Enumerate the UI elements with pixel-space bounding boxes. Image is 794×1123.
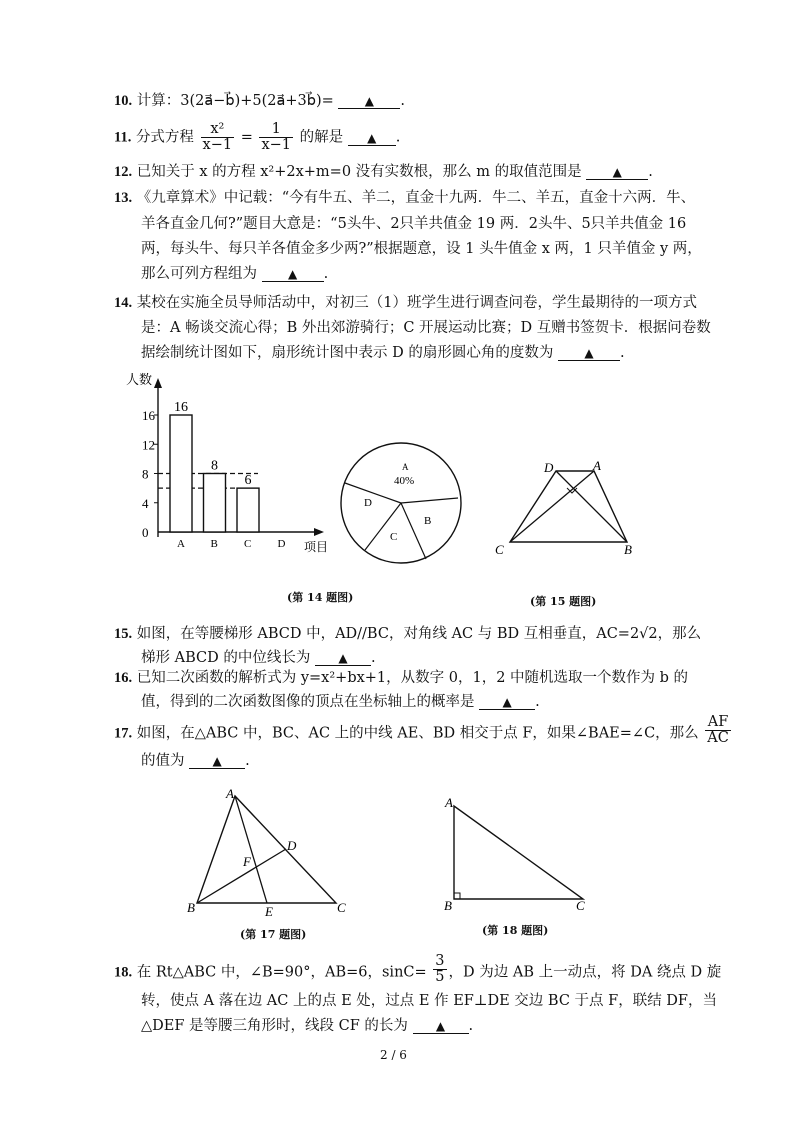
label-b: B — [444, 898, 452, 913]
answer-blank: ▲ — [558, 346, 620, 361]
question-17 — [114, 714, 733, 746]
question-11: 11. 分式方程 $\frac{\text{x²}}{x-1}$ = $\frac{1}{x-1}$ 的解是 ▲ . — [114, 121, 401, 153]
pie-divider-a-right — [401, 498, 458, 503]
question-line: 某校在实施全员导师活动中，对初三（1）班学生进行调查问卷，学生最期待的一项方式 — [136, 295, 697, 311]
y-tick-label: 8 — [142, 466, 149, 482]
x-axis-label: 项目 — [304, 540, 329, 554]
caption-15: (第 15 题图) — [530, 595, 597, 608]
x-axis-arrow — [314, 528, 324, 536]
label-a: A — [593, 458, 601, 473]
figure-17 — [183, 785, 353, 920]
question-14-line-3: 据绘制统计图如下，扇形统计图中表示 D 的扇形圆心角的度数为 ▲ . — [141, 345, 625, 361]
label-c: C — [576, 898, 585, 913]
question-number: 15. — [114, 626, 133, 642]
label-e: E — [265, 904, 273, 919]
pie-slice-b-label: B — [424, 515, 432, 527]
question-15-line-2: 梯形 ABCD 的中位线长为 ▲ . — [141, 650, 376, 666]
y-tick-label: 0 — [142, 525, 149, 540]
fraction: $\frac{AF}{AC}$ — [707, 714, 729, 746]
question-number: 17. — [114, 725, 133, 742]
question-line: 如图，在等腰梯形 ABCD 中，AD//BC，对角线 AC 与 BD 互相垂直，AC=2√2，那么 — [136, 626, 702, 642]
question-12: 12. 已知关于 x 的方程 x²+2x+m=0 没有实数根，那么 m 的取值范围是 ▲ . — [114, 164, 653, 180]
question-13-line-4: 那么可列方程组为 ▲ . — [141, 266, 329, 282]
question-14-line-2: 是：A 畅谈交流心得；B 外出郊游骑行；C 开展运动比赛；D 互赠书签贺卡．根据问卷数 — [141, 320, 711, 336]
bar-b — [204, 474, 226, 533]
y-tick-label: 16 — [142, 408, 155, 423]
bar-a — [170, 415, 192, 532]
triangle-abc — [197, 796, 336, 903]
question-13 — [114, 190, 695, 206]
question-13-line-3: 两，每头牛、每只羊各值金多少两?”根据题意，设 1 头牛值金 x 两，1 只羊值金 y 两， — [141, 241, 702, 257]
label-b: B — [624, 542, 632, 557]
label-d: D — [287, 838, 297, 853]
question-number: 12. — [114, 164, 133, 180]
question-18-line-2: 转，使点 A 落在边 AC 上的点 E 处，过点 E 作 EF⊥DE 交边 BC 于点 F，联结 DF，当 — [141, 993, 717, 1009]
caption-18: (第 18 题图) — [482, 924, 549, 937]
bar-c — [237, 488, 259, 532]
pie-divider-b-c — [401, 503, 426, 559]
question-15 — [114, 626, 701, 642]
question-text: 计算：3(2a⃗−b⃗)+5(2a⃗+3b⃗)= — [136, 93, 334, 109]
question-text: 分式方程 — [135, 129, 194, 146]
right-triangle-abc — [454, 806, 583, 899]
question-number: 18. — [114, 964, 133, 981]
question-number: 14. — [114, 295, 133, 311]
question-18: 18. 在 Rt△ABC 中，∠B=90°，AB=6，sinC= $\frac{3}{5}$ ，D 为边 AB 上一动点，将 DA 绕点 D 旋 — [114, 953, 722, 985]
answer-blank: ▲ — [348, 131, 396, 146]
diagonal-bd — [556, 471, 627, 542]
y-axis-arrow — [154, 378, 162, 388]
fraction: $\frac{3}{5}$ — [435, 953, 445, 985]
pie-slice-a-percent: 40% — [394, 475, 415, 487]
answer-blank: ▲ — [189, 754, 245, 769]
page-number: 2 / 6 — [380, 1048, 407, 1062]
trapezoid-abcd — [510, 471, 627, 542]
answer-blank: ▲ — [338, 94, 400, 109]
question-13-line-2: 羊各直金几何?”题目大意是：“5头牛、2只羊共值金 19 两．2头牛、5只羊共值金 16 — [141, 216, 687, 232]
question-14 — [114, 295, 697, 311]
data-label: 16 — [174, 400, 188, 415]
pie-slice-a-label: A — [402, 462, 409, 472]
label-c: C — [495, 542, 504, 557]
answer-blank: ▲ — [315, 651, 371, 666]
question-number: 16. — [114, 670, 133, 686]
label-c: C — [337, 900, 346, 915]
fraction: $\frac{1}{x-1}$ — [261, 121, 292, 153]
label-a: A — [445, 795, 453, 810]
question-line: 已知二次函数的解析式为 y=x²+bx+1，从数字 0，1，2 中随机选取一个数作为 b 的 — [136, 670, 689, 686]
question-line: 《九章算术》中记载：“今有牛五、羊二，直金十九两．牛二、羊五，直金十六两．牛、 — [136, 190, 696, 206]
question-number: 11. — [114, 129, 132, 146]
question-17-line-2: 的值为 ▲ . — [141, 753, 250, 769]
right-angle-mark — [454, 893, 460, 899]
label-f: F — [243, 854, 251, 869]
question-16-line-2: 值，得到的二次函数图像的顶点在坐标轴上的概率是 ▲ . — [141, 694, 540, 710]
median-bd — [197, 849, 286, 903]
bar-chart — [118, 362, 336, 557]
question-10: 10. 计算：3(2a⃗−b⃗)+5(2a⃗+3b⃗)= ▲ . — [114, 93, 405, 109]
x-tick-label: A — [177, 538, 185, 550]
fraction: $\frac{\text{x²}}{x-1}$ — [202, 121, 233, 153]
y-tick-label: 12 — [142, 437, 155, 453]
figure-15 — [490, 458, 650, 558]
x-tick-label: C — [244, 538, 252, 550]
answer-blank: ▲ — [586, 165, 648, 180]
question-16 — [114, 670, 688, 686]
question-line: 在 Rt△ABC 中，∠B=90°，AB=6，sinC= — [136, 964, 427, 981]
y-axis-label: 人数 — [126, 372, 153, 387]
data-label: 8 — [211, 458, 218, 474]
question-line: 如图，在△ABC 中，BC、AC 上的中线 AE、BD 相交于点 F，如果∠BAE=∠C，那么 — [136, 725, 699, 742]
question-18-line-3: △DEF 是等腰三角形时，线段 CF 的长为 ▲ . — [141, 1018, 474, 1034]
answer-blank: ▲ — [479, 695, 535, 710]
diagonal-ac — [510, 471, 594, 542]
label-a: A — [226, 786, 234, 801]
x-tick-label: D — [277, 538, 286, 550]
pie-chart — [338, 440, 468, 566]
answer-blank: ▲ — [413, 1019, 469, 1034]
label-d: D — [544, 460, 554, 475]
y-tick-label: 4 — [142, 495, 149, 511]
data-label: 6 — [244, 473, 252, 489]
pie-slice-d-label: D — [364, 497, 372, 509]
x-tick-label: B — [210, 538, 218, 550]
pie-slice-c-label: C — [390, 531, 398, 543]
question-number: 13. — [114, 190, 133, 206]
answer-blank: ▲ — [262, 267, 324, 282]
question-text: 已知关于 x 的方程 x²+2x+m=0 没有实数根，那么 m 的取值范围是 — [136, 164, 582, 180]
caption-14: (第 14 题图) — [287, 591, 354, 604]
label-b: B — [187, 900, 195, 915]
figure-18 — [440, 793, 600, 913]
pie-divider-a-left — [345, 483, 401, 503]
caption-17: (第 17 题图) — [240, 928, 307, 941]
question-number: 10. — [114, 93, 133, 109]
